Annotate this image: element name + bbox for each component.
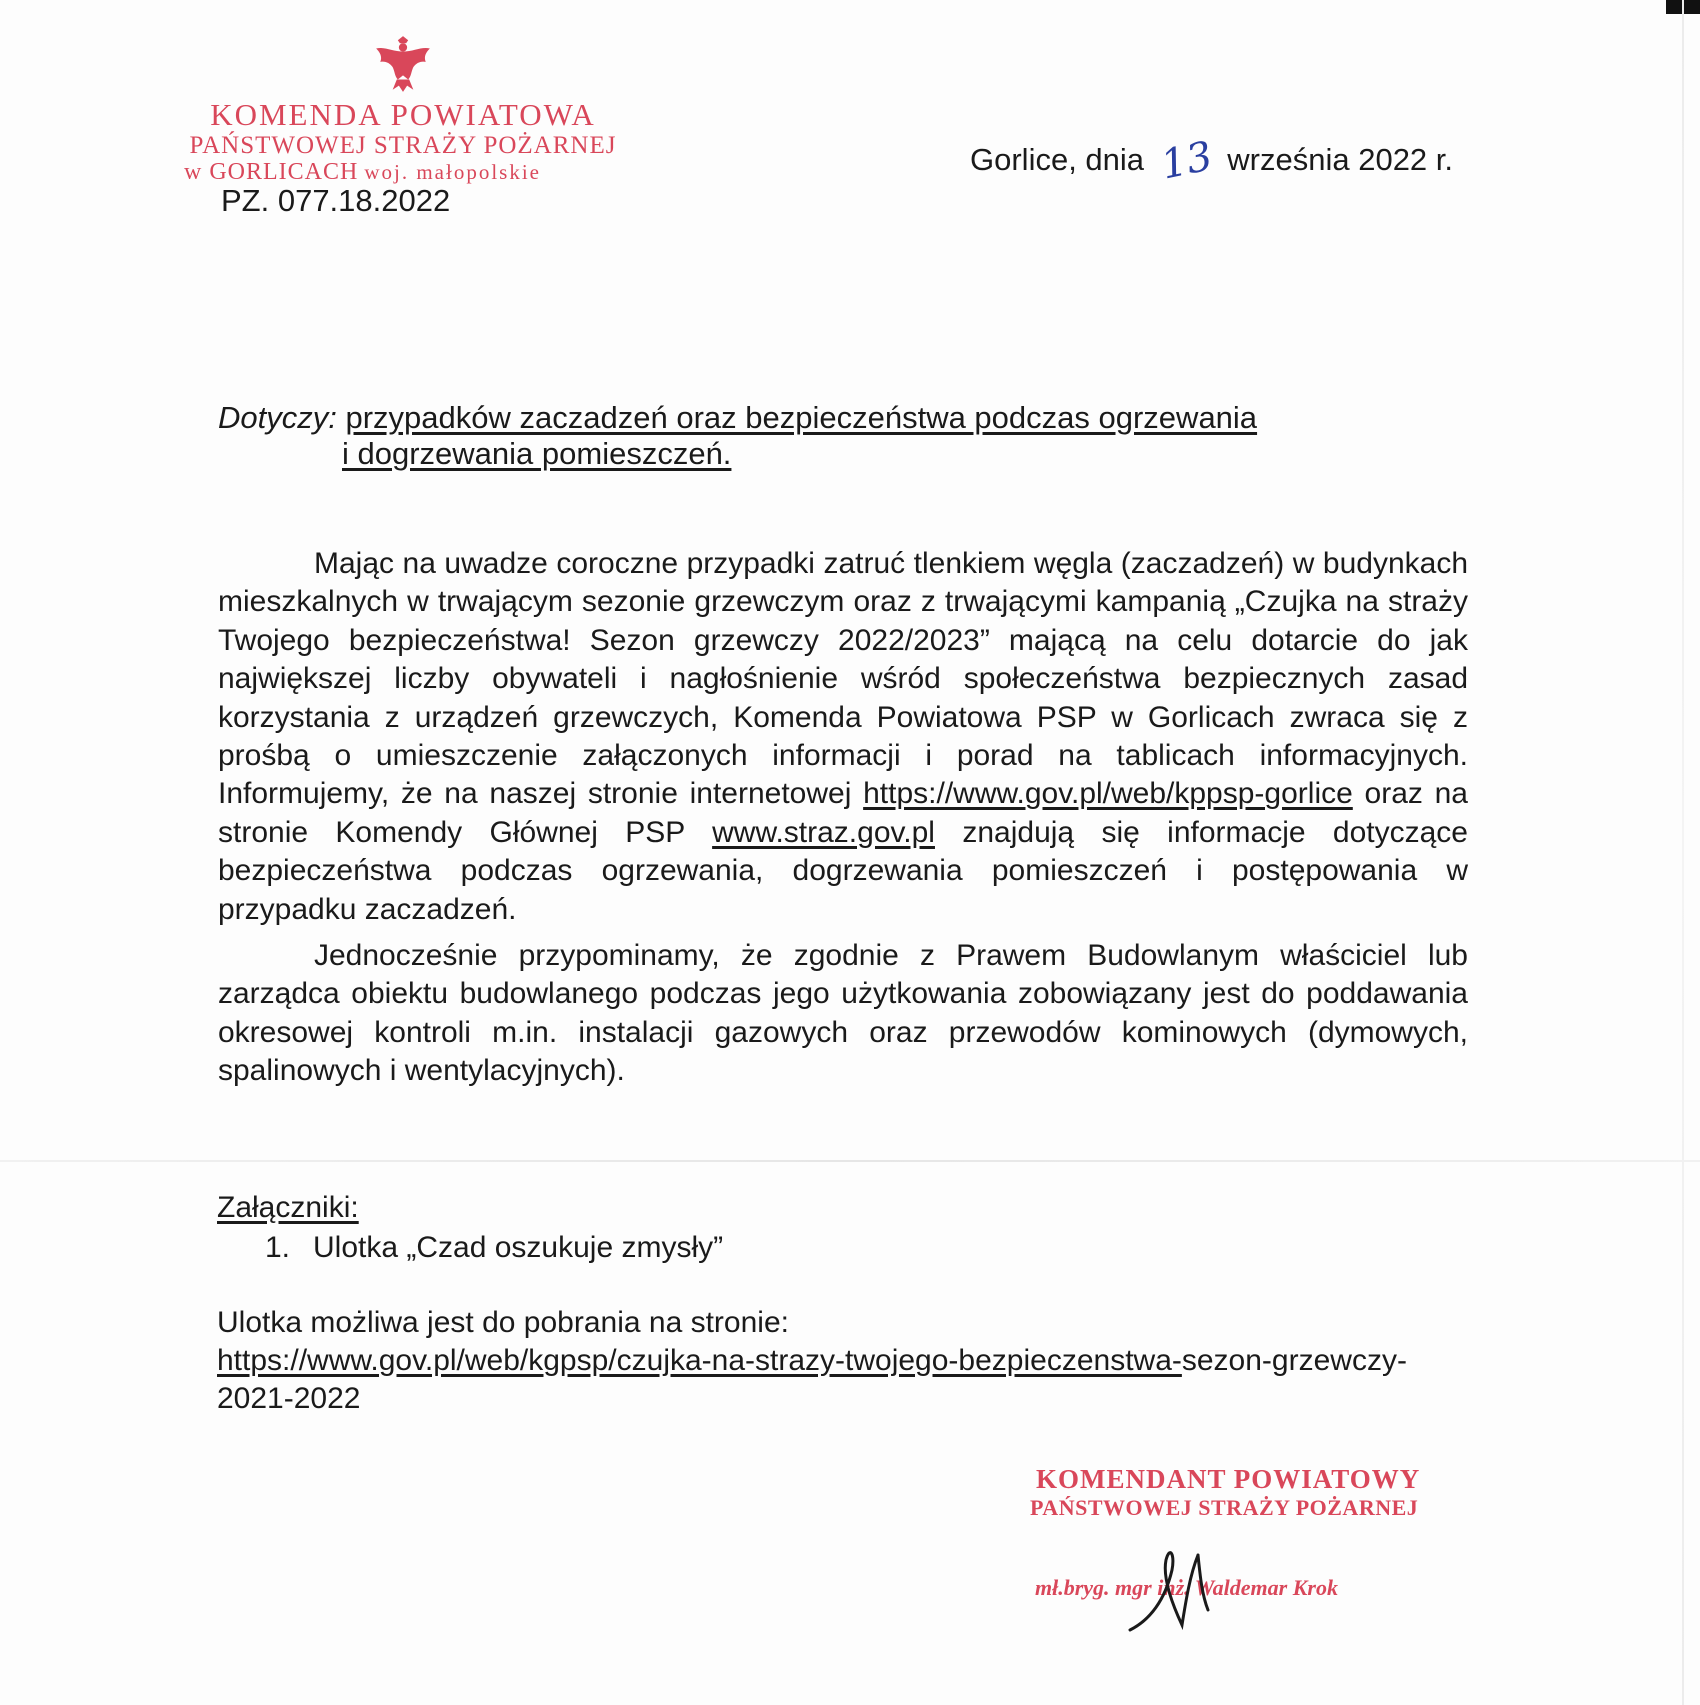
kppsp-gorlice-link[interactable]: https://www.gov.pl/web/kppsp-gorlice	[863, 777, 1353, 811]
stamp-line-komenda: KOMENDA POWIATOWA	[210, 97, 596, 132]
header-stamp	[178, 34, 628, 185]
subject-line-1: przypadków zaczadzeń oraz bezpieczeństwa podczas ogrzewania	[345, 400, 1258, 435]
stamp-line-psp: PAŃSTWOWEJ STRAŻY POŻARNEJ	[189, 132, 617, 159]
download-url-rest: sezon-grzewczy-2021-2022	[217, 1344, 1407, 1415]
paper-fold-line	[0, 1160, 1700, 1162]
attachments-heading: Załączniki:	[217, 1191, 359, 1224]
attachment-title: Ulotka „Czad oszukuje zmysły”	[313, 1231, 724, 1264]
leaflet-download-link[interactable]: https://www.gov.pl/web/kgpsp/czujka-na-strazy-twojego-bezpieczenstwa-	[217, 1344, 1182, 1377]
download-section	[217, 1304, 1447, 1418]
attachments-list	[217, 1228, 723, 1268]
list-item	[265, 1228, 723, 1268]
letter-date	[970, 133, 1454, 189]
attachments-section	[217, 1188, 723, 1268]
eagle-emblem-icon	[372, 34, 434, 96]
handwritten-signature	[1120, 1530, 1240, 1640]
paragraph-1-text-a: Mając na uwadze coroczne przypadki zatruć tlenkiem węgla (zaczadzeń) w budynkach mieszkalnych w trwającym sezonie grzewczym oraz z trwającymi kampanią „Czujka na straży Twojego bezpieczeństwa! Sezon grzewczy 2022/2023” mającą na celu dotarcie do jak największej liczby obywateli i nagłośnienie wśród społeczeństwa bezpiecznych zasad korzystania z urządzeń grzewczych, Komenda Powiatowa PSP w Gorlicach zwraca się z prośbą o umieszczenie załączonych informacji i porad na tablicach informacyjnych. Informujemy, że na naszej stronie internetowej	[218, 547, 1468, 811]
stamp-line-location	[178, 159, 628, 185]
signature-stamp-subtitle: PAŃSTWOWEJ STRAŻY POŻARNEJ	[1030, 1495, 1419, 1520]
reference-number: PZ. 077.18.2022	[221, 183, 451, 218]
body-paragraph-1	[218, 545, 1468, 929]
signatory-name: mł.bryg. mgr inż. Waldemar Krok	[1035, 1575, 1338, 1600]
subject-label: Dotyczy:	[218, 400, 337, 435]
subject-line-2: i dogrzewania pomieszczeń.	[342, 436, 732, 471]
date-day-handwritten: 13	[1156, 133, 1217, 189]
download-url	[217, 1342, 1447, 1418]
stamp-city: w GORLICACH	[184, 159, 359, 185]
paragraph-1-text-b: oraz na stronie Komendy Głównej PSP	[218, 777, 1468, 849]
straz-gov-link[interactable]: www.straz.gov.pl	[712, 815, 935, 849]
date-prefix: Gorlice, dnia	[970, 142, 1145, 177]
signature-stamp-title: KOMENDANT POWIATOWY	[1036, 1464, 1421, 1494]
letter-subject	[218, 400, 1358, 472]
stamp-voivodeship: woj. małopolskie	[364, 160, 541, 184]
signature-stamp	[1030, 1463, 1450, 1521]
body-paragraph-2: Jednocześnie przypominamy, że zgodnie z Prawem Budowlanym właściciel lub zarządca obiektu budowlanego podczas jego użytkowania zobowiązany jest do poddawania okresowej kontroli m.in. instalacji gazowych oraz przewodów kominowych (dymowych, spalinowych i wentylacyjnych).	[218, 939, 1468, 1088]
download-text: Ulotka możliwa jest do pobrania na stronie:	[217, 1306, 789, 1339]
attachment-number: 1.	[265, 1231, 291, 1264]
paragraph-1-text-c: znajdują się informacje dotyczące bezpieczeństwa podczas ogrzewania, dogrzewania pomieszczeń i postępowania w przypadku zaczadzeń.	[218, 815, 1468, 926]
date-suffix: września 2022 r.	[1227, 142, 1454, 177]
paper-crease	[1682, 0, 1684, 1705]
letter-body	[218, 545, 1468, 1091]
